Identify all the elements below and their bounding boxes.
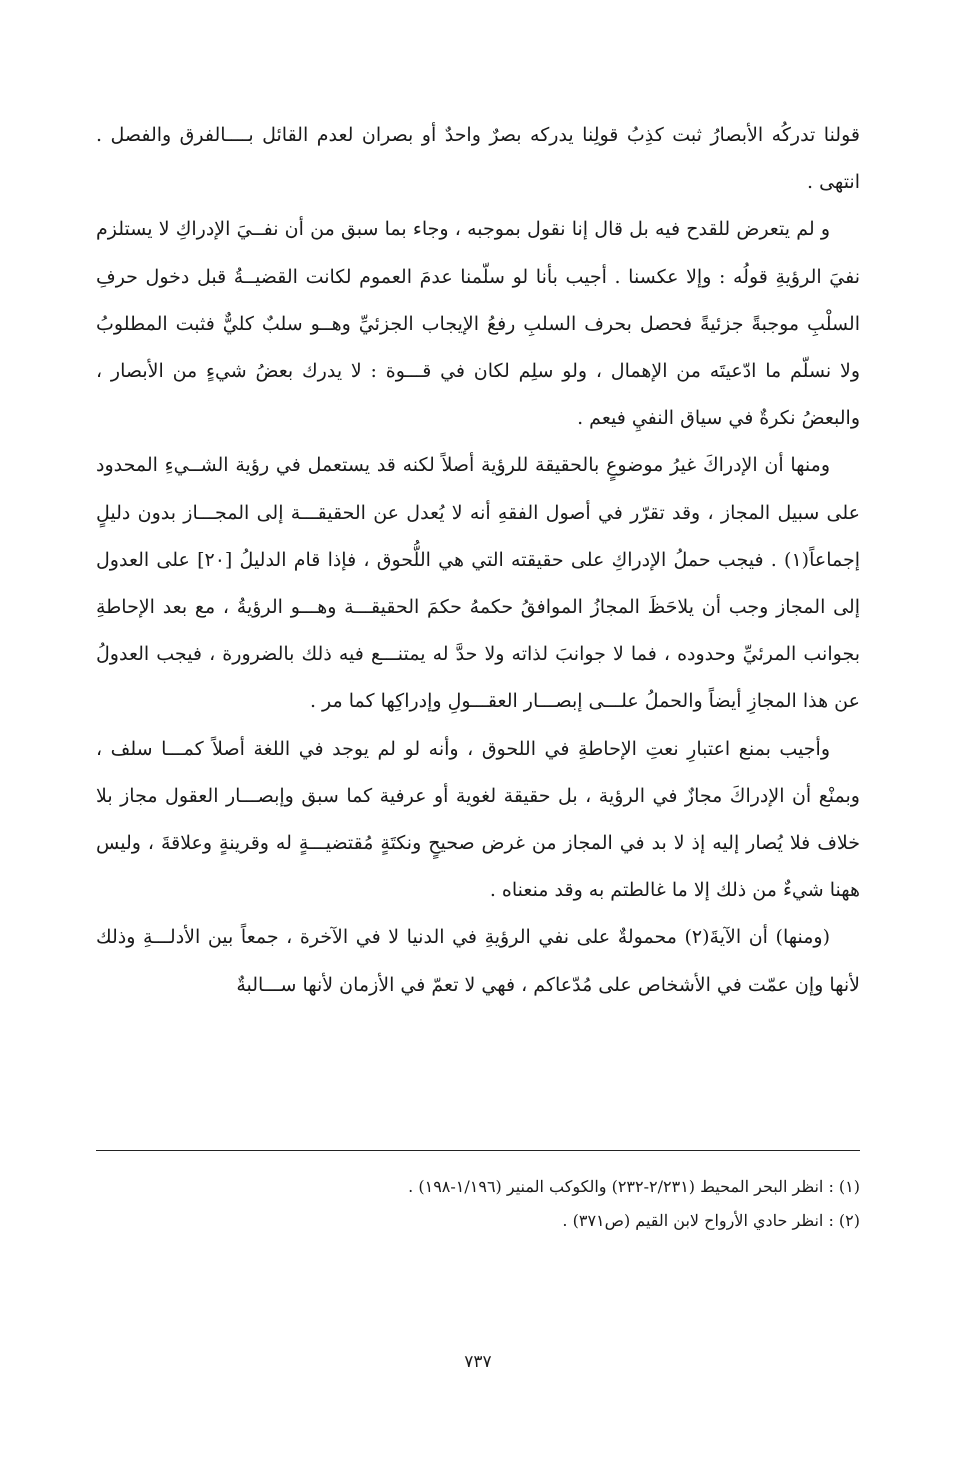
paragraph-3: ومنها أن الإدراكَ غيرُ موضوعٍ بالحقيقة للرؤية أصلاً لكنه قد يستعمل في رؤية الشــيءِ المحدود على سبيل المجاز ، وقد تقرّر في أصول الفقهِ أنه لا يُعدل عن الحقيقـــة إلى المجـــاز بدون دليلٍ إجماعاً(١) . فيجب حملُ الإدراكِ على حقيقته التي هي اللُّحوق ، فإذا قام الدليلُ [٢٠] على العدول إلى المجاز وجب أن يلاحَظَ المجازُ الموافقُ حكمهُ حكمَ الحقيقـــة وهـــو الرؤيةُ ، مع بعد الإحاطةِ بجوانب المرئيِّ وحدوده ، فما لا جوانبَ لذاته ولا حدَّ له يمتنـــع فيه ذلك بالضرورة ، فيجب العدولُ عن هذا المجازِ أيضاً والحملُ علـــى إبصـــار العقـــولِ وإدراكِها كما مر . <box>96 454 860 713</box>
paragraph-5: (ومنها) أن الآيةَ(٢) محمولةٌ على نفي الرؤيةِ في الدنيا لا في الآخرة ، جمعاً بين الأدلـــةِ وذلك لأنها وإن عمّت في الأشخاص على مُدّعاكم ، فهي لا تعمّ في الأزمان لأنها ســـالبةٌ <box>96 926 860 996</box>
page-number: ٧٣٧ <box>464 1352 492 1372</box>
footnote-1: (١) : انظر البحر المحيط (٢/٢٣١-٢٣٢) والكوكب المنير (١/١٩٦-١٩٨) . <box>408 1177 860 1196</box>
footnote-divider <box>96 1150 860 1151</box>
paragraph-4: وأجيب بمنع اعتبارِ نعتِ الإحاطةِ في اللحوق ، وأنه لو لم يوجد في اللغة أصلاً كمـــا سلف ، وبمنْع أن الإدراكَ مجازٌ في الرؤية ، بل حقيقة لغوية أو عرفية كما سبق وإبصـــار العقول مجاز بلا خلاف فلا يُصار إليه إذ لا بد في المجاز من غرض صحيحٍ ونكتَةٍ مُقتضيـــةٍ له وقرينةٍ وعلاقةَ ، وليس ههنا شيءٌ من ذلك إلا ما غالطتم به وقد منعناه . <box>96 737 860 902</box>
footnote-2: (٢) : انظر حادي الأرواح لابن القيم (ص٣٧١) . <box>562 1211 860 1230</box>
paragraph-2: و لم يتعرض للقدح فيه بل قال إنا نقول بموجبه ، وجاء بما سبق من أن نفــيَ الإدراكِ لا يستلزم نفيَ الرؤيةِ قولُه : وإلا عكسنا . أجيب بأنا لو سلّمنا عدمَ العموم لكانت القضيــةُ قبل دخول حرفِ السلْبِ موجبةً جزئيةً فحصل بحرف السلبِ رفعُ الإيجاب الجزئيِّ وهــو سلبٌ كليٌّ فثبت المطلوبُ ولا نسلّم ما ادّعيتَه من الإهمال ، ولو سلِم لكان في قـــوة : لا يدرك بعضُ شيءٍ من الأبصار ، والبعضُ نكرةٌ في سياق النفيِ فيعم . <box>96 218 860 430</box>
paragraph-1: قولنا تدركُه الأبصارُ ثبت كذِبُ قولِنا يدركه بصرٌ واحدٌ أو بصران لعدم القائل بــــالفرق والفصل . انتهى . <box>96 124 860 194</box>
main-text-block <box>96 112 860 1009</box>
footnotes-block <box>96 1170 860 1238</box>
